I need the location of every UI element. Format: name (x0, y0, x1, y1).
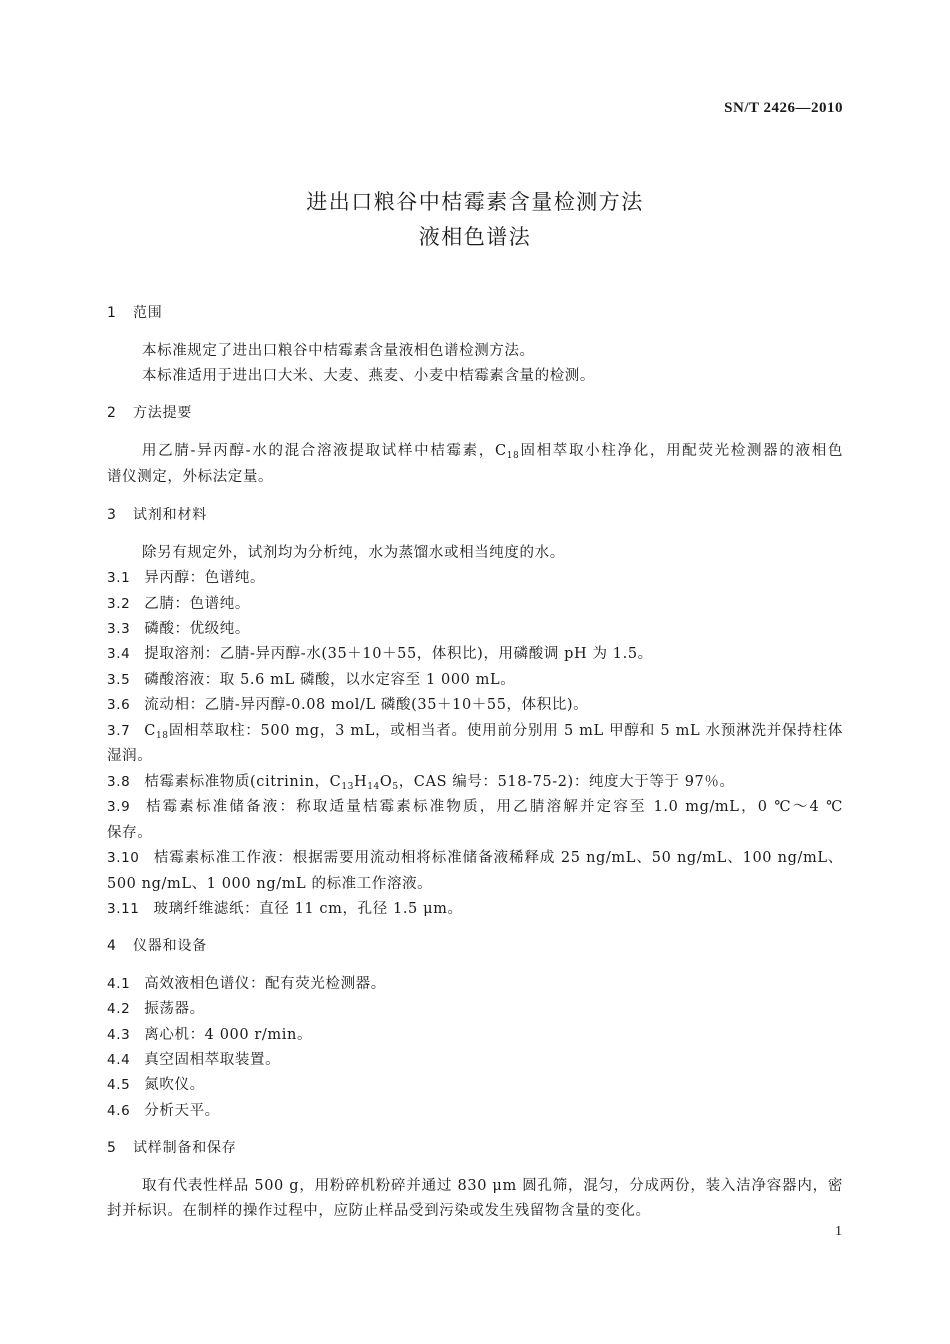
item-text: 振荡器。 (144, 1001, 205, 1017)
list-item (107, 592, 250, 613)
list-item (107, 997, 205, 1018)
section-heading-4 (107, 935, 207, 955)
item-number: 3.6 (107, 697, 131, 713)
section-heading-3 (107, 504, 207, 524)
item-text: 氮吹仪。 (144, 1077, 205, 1093)
section-heading-5 (107, 1137, 237, 1157)
item-text: 高效液相色谱仪：配有荧光检测器。 (144, 976, 386, 992)
section-title: 仪器和设备 (133, 938, 207, 954)
subscript: 18 (506, 451, 520, 461)
section-title: 试样制备和保存 (133, 1140, 237, 1156)
paragraph: 本标准适用于进出口大米、大麦、燕麦、小麦中桔霉素含量的检测。 (142, 368, 595, 384)
page-number: 1 (835, 1224, 842, 1239)
text-run: ，CAS 编号：518-75-2)：纯度大于等于 97％。 (398, 774, 735, 790)
list-item (107, 719, 843, 740)
list-item (107, 846, 843, 867)
text-run: 桔霉素标准物质(citrinin，C (144, 774, 342, 790)
item-number: 3.4 (107, 646, 131, 662)
item-number: 3.10 (107, 850, 140, 866)
subscript: 13 (341, 782, 354, 792)
item-number: 3.7 (107, 723, 131, 739)
document-title: 进出口粮谷中桔霉素含量检测方法 (306, 190, 644, 214)
paragraph-continuation: 封并标识。在制样的操作过程中，应防止样品受到污染或发生残留物含量的变化。 (107, 1203, 651, 1219)
standard-number: SN/T 2426—2010 (724, 100, 843, 116)
list-item (107, 1023, 312, 1044)
item-text: 提取溶剂：乙腈-异丙醇-水(35＋10＋55，体积比)，用磷酸调 pH 为 1.5。 (144, 646, 653, 662)
document-subtitle: 液相色谱法 (418, 225, 532, 249)
text-run: 固相萃取小柱净化，用配荧光检测器的液相色 (519, 443, 844, 459)
item-number: 3.1 (107, 570, 131, 586)
text-run: 桔霉素标准工作液：根据需要用流动相将标准储备液稀释成 25 ng/mL、50 ng/mL、100 ng/mL、 (153, 850, 843, 866)
text-run: 用乙腈-异丙醇-水的混合溶液提取试样中桔霉素，C (142, 443, 507, 459)
item-text: 乙腈：色谱纯。 (144, 596, 250, 612)
paragraph: 取有代表性样品 500 g，用粉碎机粉碎并通过 830 μm 圆孔筛，混匀，分成两份，装入洁净容器内，密 (142, 1178, 843, 1194)
list-item-continuation: 500 ng/mL、1 000 ng/mL 的标准工作溶液。 (107, 876, 433, 892)
item-number: 4.3 (107, 1027, 131, 1043)
section-title: 方法提要 (133, 405, 193, 421)
section-number: 2 (107, 405, 117, 421)
list-item (107, 1099, 220, 1120)
list-item-continuation: 湿润。 (107, 748, 153, 764)
text-run: O (379, 774, 393, 790)
section-heading-2 (107, 402, 192, 422)
item-text: 磷酸：优级纯。 (144, 621, 250, 637)
list-item (107, 770, 735, 791)
item-text: 流动相：乙腈-异丙醇-0.08 mol/L 磷酸(35＋10＋55，体积比)。 (144, 697, 589, 713)
item-number: 3.9 (107, 799, 131, 815)
item-number: 3.3 (107, 621, 131, 637)
item-text: 玻璃纤维滤纸：直径 11 cm，孔径 1.5 μm。 (153, 901, 463, 917)
text-run: 固相萃取柱：500 mg，3 mL，或相当者。使用前分别用 5 mL 甲醇和 5 mL 水预淋洗并保持柱体 (168, 723, 843, 739)
paragraph (107, 439, 843, 460)
section-number: 3 (107, 507, 117, 523)
subscript: 18 (155, 731, 169, 741)
subscript: 5 (392, 782, 399, 792)
item-number: 4.1 (107, 976, 131, 992)
list-item (107, 642, 653, 663)
text-run: C (144, 723, 156, 739)
list-item (107, 617, 250, 638)
item-text: 离心机：4 000 r/min。 (144, 1027, 313, 1043)
item-text: 异丙醇：色谱纯。 (144, 570, 266, 586)
item-number: 3.8 (107, 774, 131, 790)
paragraph-continuation: 谱仪测定，外标法定量。 (107, 469, 274, 485)
paragraph: 除另有规定外，试剂均为分析纯，水为蒸馏水或相当纯度的水。 (142, 545, 565, 561)
section-heading-1 (107, 302, 163, 322)
list-item-continuation: 保存。 (107, 825, 153, 841)
section-number: 4 (107, 938, 117, 954)
list-item (107, 668, 515, 689)
section-title: 试剂和材料 (133, 507, 207, 523)
item-number: 4.6 (107, 1103, 131, 1119)
item-number: 3.5 (107, 672, 131, 688)
item-number: 3.2 (107, 596, 131, 612)
list-item (107, 1048, 280, 1069)
list-item (107, 897, 463, 918)
item-number: 4.4 (107, 1052, 131, 1068)
text-run: 桔霉素标准储备液：称取适量桔霉素标准物质，用乙腈溶解并定容至 1.0 mg/mL，0 ℃～4 ℃ (144, 799, 843, 815)
list-item (107, 693, 588, 714)
subscript: 14 (367, 782, 380, 792)
item-number: 4.5 (107, 1077, 131, 1093)
item-text: 磷酸溶液：取 5.6 mL 磷酸，以水定容至 1 000 mL。 (144, 672, 516, 688)
section-number: 1 (107, 305, 117, 321)
paragraph: 本标准规定了进出口粮谷中桔霉素含量液相色谱检测方法。 (142, 343, 535, 359)
item-number: 4.2 (107, 1001, 131, 1017)
list-item (107, 566, 265, 587)
list-item (107, 972, 386, 993)
list-item (107, 795, 843, 816)
item-number: 3.11 (107, 901, 140, 917)
section-number: 5 (107, 1140, 117, 1156)
item-text: 分析天平。 (144, 1103, 220, 1119)
section-title: 范围 (133, 305, 163, 321)
text-run: H (353, 774, 368, 790)
list-item (107, 1073, 205, 1094)
item-text: 真空固相萃取装置。 (144, 1052, 281, 1068)
